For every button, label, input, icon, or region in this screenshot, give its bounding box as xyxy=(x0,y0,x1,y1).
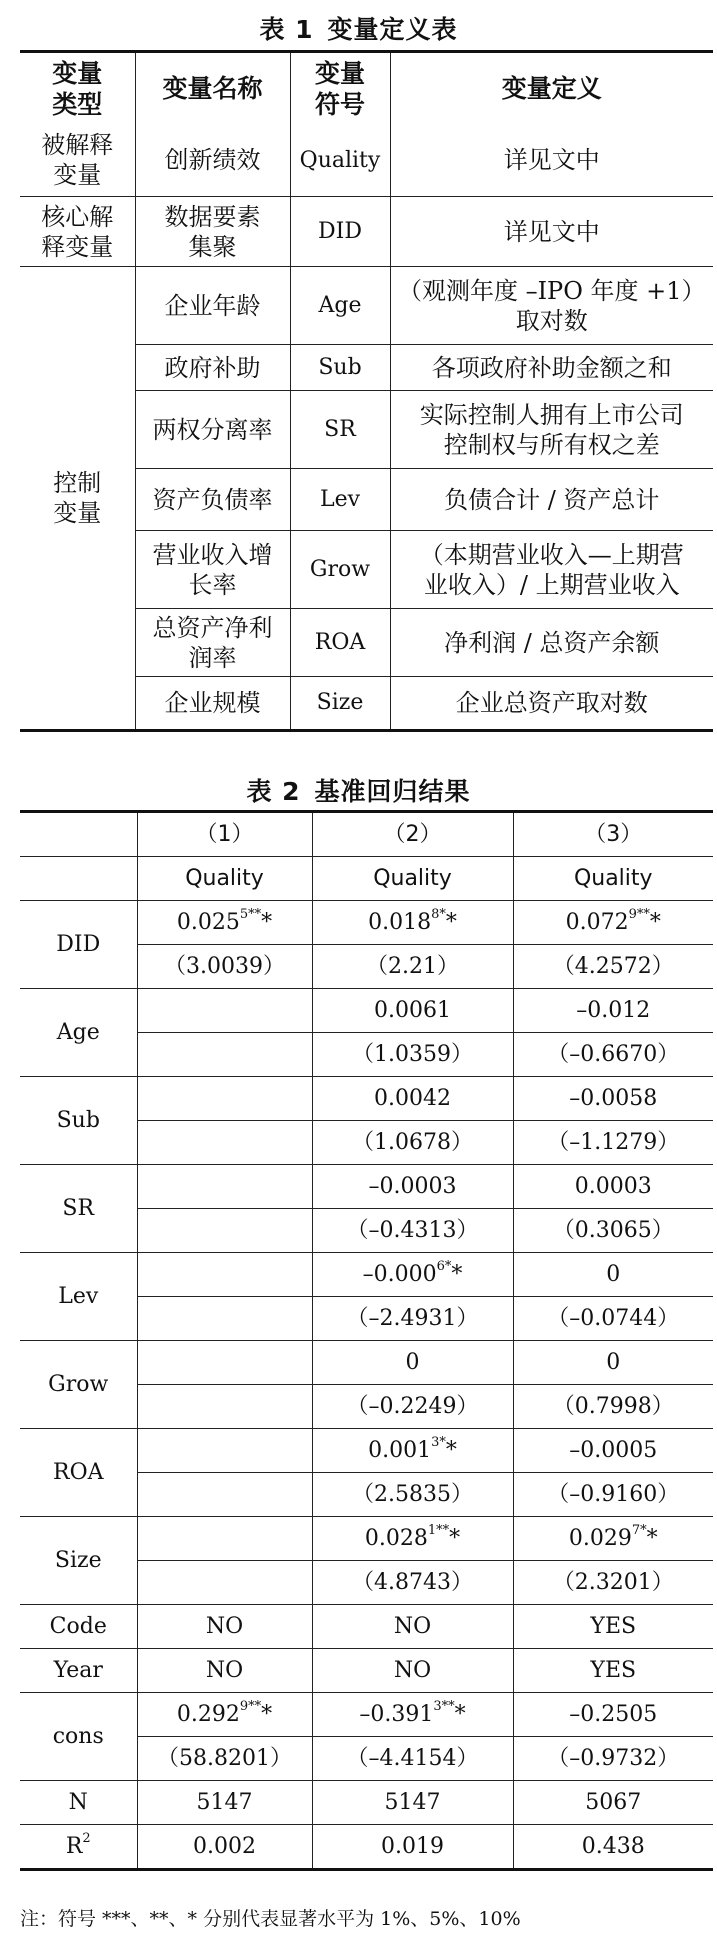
significance-superscript: 6* xyxy=(436,1259,452,1275)
coefficient-cell xyxy=(137,1517,312,1561)
value-cell: 0.002 xyxy=(137,1825,312,1870)
t1-variable-type: 被解释 变量 xyxy=(20,125,135,197)
t1-header-type: 变量 类型 xyxy=(20,52,135,125)
coefficient-cell: 0 xyxy=(513,1253,713,1297)
t2-variable-label: ROA xyxy=(20,1429,137,1517)
significance-superscript: 3** xyxy=(433,1699,455,1715)
coefficient-cell xyxy=(137,1429,312,1473)
t2-coef-row xyxy=(20,1429,713,1473)
coefficient-cell: $0.072^{9**}*$ xyxy=(513,901,713,945)
significance-superscript: 3* xyxy=(431,1435,446,1451)
t2-variable-label: Sub xyxy=(20,1077,137,1165)
t1-header-symbol: 变量 符号 xyxy=(290,52,390,125)
significance-superscript: 5** xyxy=(239,907,262,923)
value-cell: YES xyxy=(513,1605,713,1649)
t2-coef-row xyxy=(20,901,713,945)
t2-n-row xyxy=(20,1781,713,1825)
t-statistic-cell: （58.8201） xyxy=(137,1737,312,1781)
t2-coef-row xyxy=(20,1517,713,1561)
t-statistic-cell: （1.0359） xyxy=(312,1033,513,1077)
t2-coef-row xyxy=(20,1077,713,1121)
t1-header-definition: 变量定义 xyxy=(390,52,713,125)
coefficient-cell: $0.018^{8*}*$ xyxy=(312,901,513,945)
baseline-regression-table xyxy=(20,810,713,1871)
t2-r2-row xyxy=(20,1825,713,1870)
t2-variable-label: Grow xyxy=(20,1341,137,1429)
t-statistic-cell: （–0.9732） xyxy=(513,1737,713,1781)
t-statistic-cell: （–0.2249） xyxy=(312,1385,513,1429)
t-statistic-cell: （2.5835） xyxy=(312,1473,513,1517)
t1-variable-definition: （观测年度 –IPO 年度 +1） 取对数 xyxy=(390,267,713,345)
t2-variable-label: SR xyxy=(20,1165,137,1253)
t-statistic-cell: （–0.6670） xyxy=(513,1033,713,1077)
t1-variable-definition: 净利润 / 总资产余额 xyxy=(390,609,713,677)
t2-variable-label: Lev xyxy=(20,1253,137,1341)
t2-column-number: （1） xyxy=(137,812,312,857)
coefficient-cell: $0.028^{1**}*$ xyxy=(312,1517,513,1561)
coefficient-cell: $0.001^{3*}*$ xyxy=(312,1429,513,1473)
t-statistic-cell: （0.3065） xyxy=(513,1209,713,1253)
t2-dependent-variable: Quality xyxy=(513,857,713,901)
t1-row xyxy=(20,125,713,197)
t2-variable-label: Age xyxy=(20,989,137,1077)
t-statistic-cell xyxy=(137,1561,312,1605)
coefficient-cell: $0.292^{9**}*$ xyxy=(137,1693,312,1737)
coefficient-cell: –0.2505 xyxy=(513,1693,713,1737)
t1-variable-symbol: Sub xyxy=(290,345,390,391)
t2-coef-row xyxy=(20,1253,713,1297)
value-cell: 5147 xyxy=(137,1781,312,1825)
t1-variable-name: 政府补助 xyxy=(135,345,290,391)
t-statistic-cell xyxy=(137,1033,312,1077)
coefficient-cell: $0.025^{5**}*$ xyxy=(137,901,312,945)
t2-variable-label: $R^2$ xyxy=(20,1825,137,1870)
t1-variable-symbol: Size xyxy=(290,677,390,731)
t1-variable-definition: 负债合计 / 资产总计 xyxy=(390,469,713,531)
t2-variable-label: Code xyxy=(20,1605,137,1649)
coefficient-cell: –0.0058 xyxy=(513,1077,713,1121)
table1-title-text: 变量定义表 xyxy=(327,15,458,44)
value-cell: 5067 xyxy=(513,1781,713,1825)
t1-row xyxy=(20,197,713,267)
significance-superscript: 8* xyxy=(431,907,446,923)
t2-variable-label: Year xyxy=(20,1649,137,1693)
significance-superscript: 9** xyxy=(628,907,650,923)
t-statistic-cell xyxy=(137,1297,312,1341)
t2-variable-label: N xyxy=(20,1781,137,1825)
coefficient-cell: –0.0003 xyxy=(312,1165,513,1209)
coefficient-cell: $-0.391^{3**}*$ xyxy=(312,1693,513,1737)
t2-header-blank xyxy=(20,812,137,857)
t1-variable-name: 营业收入增 长率 xyxy=(135,531,290,609)
t1-variable-name: 企业规模 xyxy=(135,677,290,731)
t1-variable-definition: 详见文中 xyxy=(390,197,713,267)
coefficient-cell xyxy=(137,1165,312,1209)
t2-coef-row xyxy=(20,1341,713,1385)
t1-variable-name: 企业年龄 xyxy=(135,267,290,345)
coefficient-cell xyxy=(137,1341,312,1385)
variable-definition-table xyxy=(20,50,713,732)
t-statistic-cell xyxy=(137,1473,312,1517)
coefficient-cell: 0.0003 xyxy=(513,1165,713,1209)
t-statistic-cell: （3.0039） xyxy=(137,945,312,989)
value-cell: YES xyxy=(513,1649,713,1693)
t2-dependent-row xyxy=(20,857,713,901)
t-statistic-cell: （–0.9160） xyxy=(513,1473,713,1517)
significance-superscript: 7* xyxy=(631,1523,647,1539)
table1-number: 表 1 xyxy=(259,15,314,44)
t1-variable-definition: 实际控制人拥有上市公司 控制权与所有权之差 xyxy=(390,391,713,469)
coefficient-cell xyxy=(137,989,312,1033)
coefficient-cell: $-0.000^{6*}*$ xyxy=(312,1253,513,1297)
significance-superscript: 1** xyxy=(427,1523,450,1539)
t2-code-row xyxy=(20,1605,713,1649)
t-statistic-cell xyxy=(137,1121,312,1165)
table1-title xyxy=(0,10,717,46)
t2-header-row xyxy=(20,812,713,857)
t2-column-number: （3） xyxy=(513,812,713,857)
t1-variable-symbol: Grow xyxy=(290,531,390,609)
coefficient-cell: 0.0042 xyxy=(312,1077,513,1121)
significance-superscript: 9** xyxy=(239,1699,262,1715)
t-statistic-cell: （1.0678） xyxy=(312,1121,513,1165)
table2-title-text: 基准回归结果 xyxy=(314,777,471,806)
t1-variable-name: 两权分离率 xyxy=(135,391,290,469)
value-cell: NO xyxy=(137,1605,312,1649)
t-statistic-cell xyxy=(137,1209,312,1253)
t2-year-row xyxy=(20,1649,713,1693)
t2-variable-label: Size xyxy=(20,1517,137,1605)
table-note: 注：符号 ***、**、* 分别代表显著水平为 1%、5%、10% xyxy=(20,1908,521,1930)
t1-variable-name: 数据要素 集聚 xyxy=(135,197,290,267)
t-statistic-cell xyxy=(137,1385,312,1429)
t1-variable-symbol: SR xyxy=(290,391,390,469)
t1-variable-definition: （本期营业收入—上期营 业收入）/ 上期营业收入 xyxy=(390,531,713,609)
table2-number: 表 2 xyxy=(246,777,301,806)
t2-variable-label: DID xyxy=(20,901,137,989)
t1-row xyxy=(20,267,713,345)
t1-variable-symbol: ROA xyxy=(290,609,390,677)
t1-variable-name: 资产负债率 xyxy=(135,469,290,531)
t2-column-number: （2） xyxy=(312,812,513,857)
coefficient-cell: –0.0005 xyxy=(513,1429,713,1473)
t2-header-blank xyxy=(20,857,137,901)
coefficient-cell: 0 xyxy=(312,1341,513,1385)
t1-variable-symbol: DID xyxy=(290,197,390,267)
t2-dependent-variable: Quality xyxy=(312,857,513,901)
t1-header-name: 变量名称 xyxy=(135,52,290,125)
value-cell: NO xyxy=(312,1649,513,1693)
t-statistic-cell: （2.21） xyxy=(312,945,513,989)
t2-dependent-variable: Quality xyxy=(137,857,312,901)
coefficient-cell xyxy=(137,1253,312,1297)
t1-variable-type: 控制 变量 xyxy=(20,267,135,731)
t1-variable-definition: 详见文中 xyxy=(390,125,713,197)
t2-variable-label: cons xyxy=(20,1693,137,1781)
coefficient-cell: 0 xyxy=(513,1341,713,1385)
t-statistic-cell: （4.2572） xyxy=(513,945,713,989)
t-statistic-cell: （–0.4313） xyxy=(312,1209,513,1253)
coefficient-cell: 0.0061 xyxy=(312,989,513,1033)
t-statistic-cell: （–1.1279） xyxy=(513,1121,713,1165)
t1-variable-type: 核心解 释变量 xyxy=(20,197,135,267)
table2-title xyxy=(0,772,717,808)
t1-variable-name: 创新绩效 xyxy=(135,125,290,197)
t1-variable-definition: 各项政府补助金额之和 xyxy=(390,345,713,391)
t-statistic-cell: （0.7998） xyxy=(513,1385,713,1429)
value-cell: 0.019 xyxy=(312,1825,513,1870)
coefficient-cell: –0.012 xyxy=(513,989,713,1033)
t1-variable-symbol: Lev xyxy=(290,469,390,531)
t1-variable-symbol: Quality xyxy=(290,125,390,197)
t1-variable-name: 总资产净利 润率 xyxy=(135,609,290,677)
value-cell: 5147 xyxy=(312,1781,513,1825)
t2-coef-row xyxy=(20,1165,713,1209)
t-statistic-cell: （–4.4154） xyxy=(312,1737,513,1781)
t-statistic-cell: （–0.0744） xyxy=(513,1297,713,1341)
value-cell: NO xyxy=(137,1649,312,1693)
r-squared-superscript: 2 xyxy=(82,1831,91,1847)
t-statistic-cell: （2.3201） xyxy=(513,1561,713,1605)
t2-coef-row xyxy=(20,1693,713,1737)
coefficient-cell: $0.029^{7*}*$ xyxy=(513,1517,713,1561)
t2-coef-row xyxy=(20,989,713,1033)
t1-variable-definition: 企业总资产取对数 xyxy=(390,677,713,731)
coefficient-cell xyxy=(137,1077,312,1121)
value-cell: NO xyxy=(312,1605,513,1649)
t1-variable-symbol: Age xyxy=(290,267,390,345)
t-statistic-cell: （–2.4931） xyxy=(312,1297,513,1341)
t-statistic-cell: （4.8743） xyxy=(312,1561,513,1605)
value-cell: 0.438 xyxy=(513,1825,713,1870)
